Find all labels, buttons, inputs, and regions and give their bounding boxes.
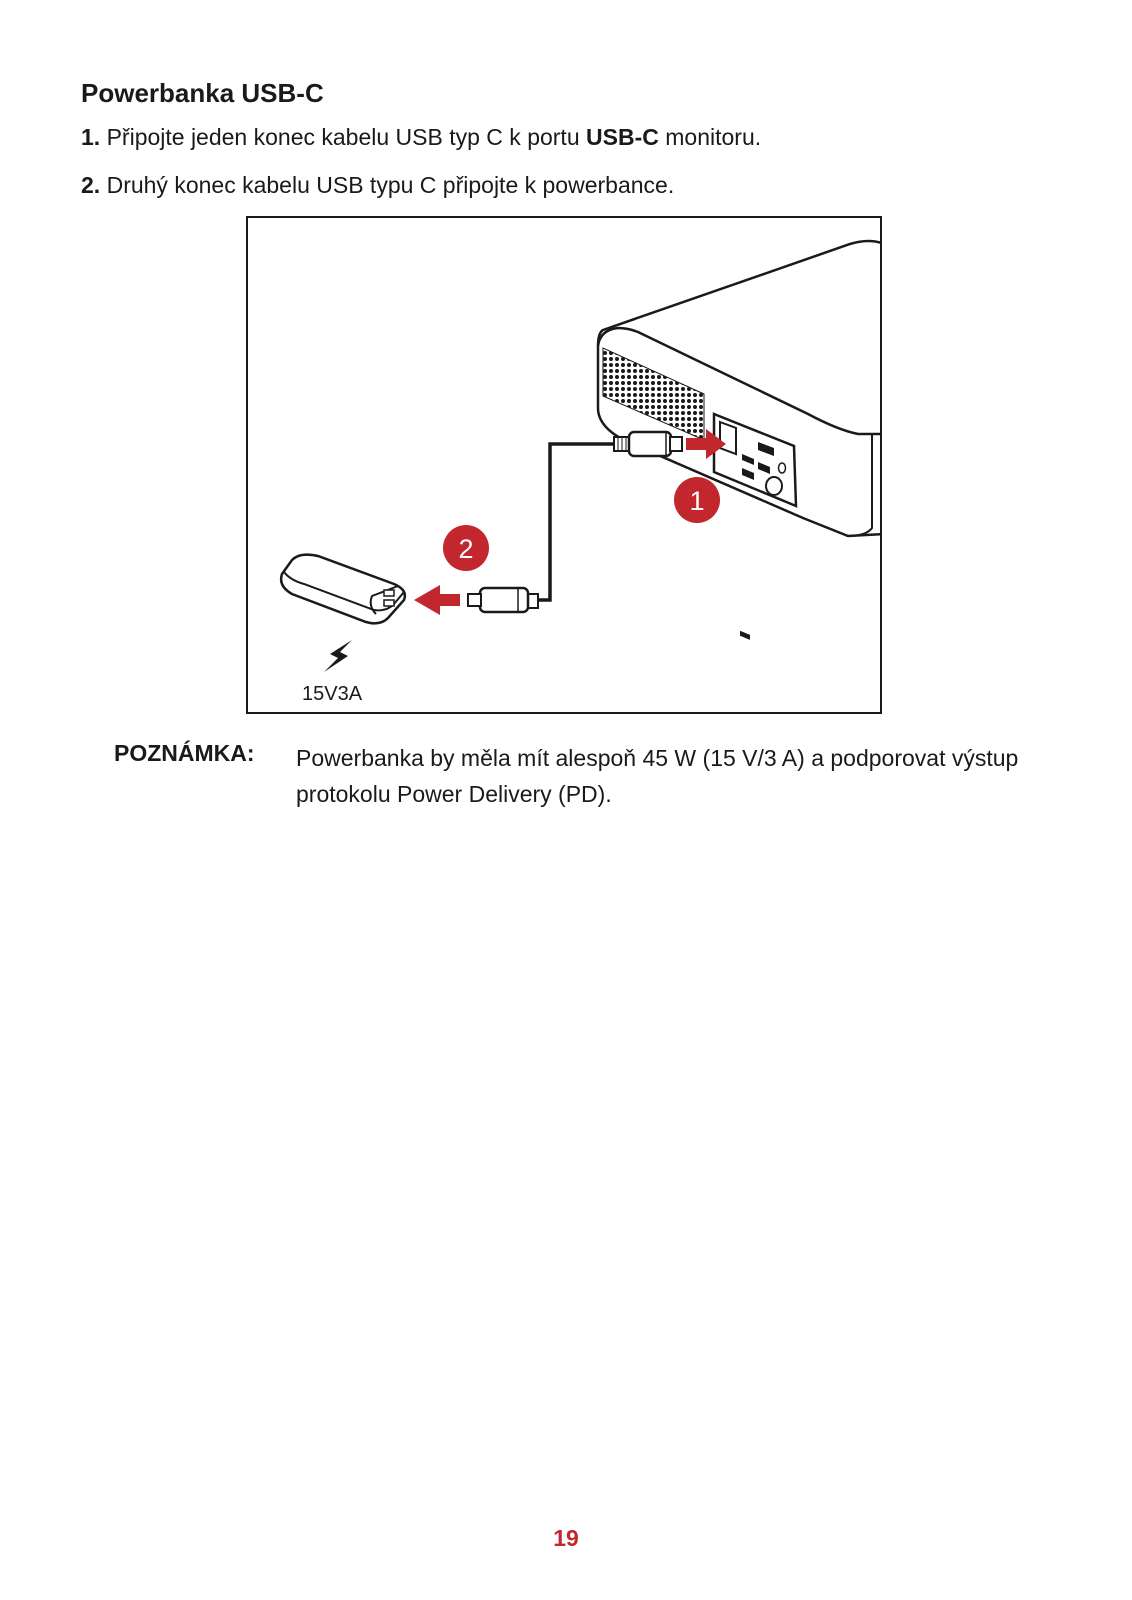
callout-2-text: 2 <box>458 534 474 564</box>
page-number: 19 <box>553 1525 579 1551</box>
port-name: USB-C <box>586 124 659 150</box>
lightning-icon <box>324 640 352 672</box>
step-text: Připojte jeden konec kabelu USB typ C k portu <box>100 124 587 150</box>
step-number: 2. <box>81 172 101 198</box>
step-number: 1. <box>81 124 101 150</box>
connection-illustration <box>246 216 882 714</box>
step-text: Druhý konec kabelu USB typu C připojte k powerbance. <box>100 172 675 198</box>
step-2 <box>81 172 674 199</box>
usb-c-plug-lower <box>468 588 538 612</box>
arrow-left-icon <box>414 585 460 615</box>
usb-cable <box>538 444 618 600</box>
power-bank <box>281 555 405 624</box>
illustration-svg <box>248 218 882 714</box>
note-label: POZNÁMKA: <box>114 740 255 766</box>
step-text-end: monitoru. <box>658 124 762 150</box>
section-heading: Powerbanka USB-C <box>81 78 324 108</box>
step-1 <box>81 124 761 151</box>
power-rating-label: 15V3A <box>302 683 363 705</box>
callout-1-text: 1 <box>689 486 705 516</box>
note-text: Powerbanka by měla mít alespoň 45 W (15 V/3 A) a podporovat výstup protokolu Power Delivery (PD). <box>296 745 1019 807</box>
